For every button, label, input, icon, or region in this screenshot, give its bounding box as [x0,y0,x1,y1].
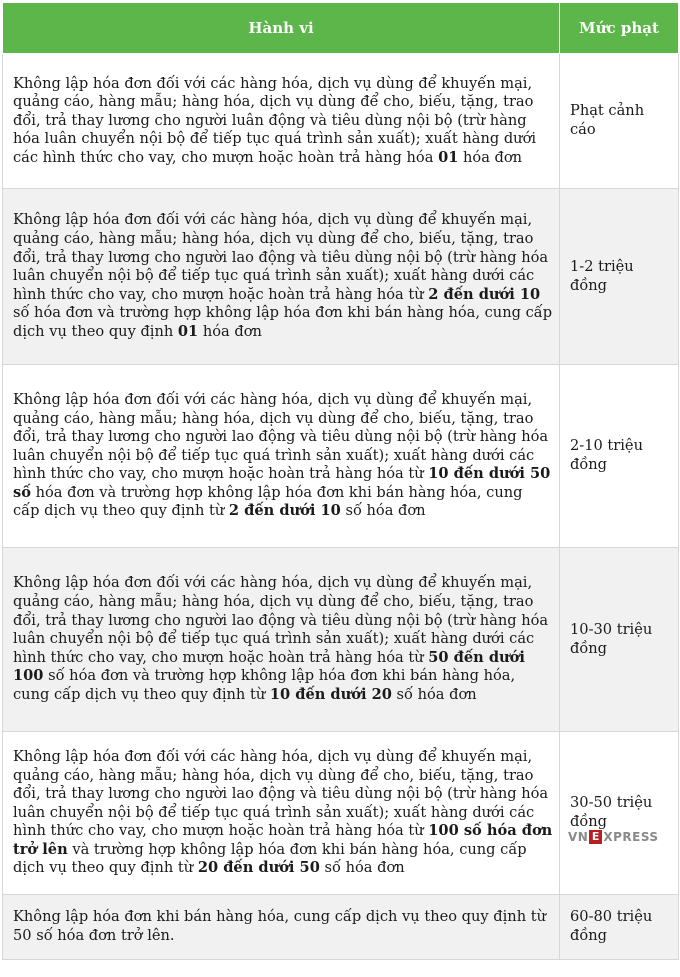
penalty-cell [560,732,679,895]
table-row [3,54,679,189]
header-behavior: Hành vi [3,3,560,54]
table-row [3,732,679,895]
penalty-table [2,2,679,960]
behavior-cell: Không lập hóa đơn đối với các hàng hóa, dịch vụ dùng để khuyến mại, quảng cáo, hàng mẫu; hàng hóa, dịch vụ dùng để cho, biếu, tặng, trao đổi, trả thay lương cho người lao động và tiêu dùng nội bộ (trừ hàng hóa luân chuyển nội bộ để tiếp tục quá trình sản xuất); xuất hàng dưới các hình thức cho vay, cho mượn hoặc hoàn trả hàng hóa từ 100 số hóa đơn trở lên và trường hợp không lập hóa đơn khi bán hàng hóa, cung cấp dịch vụ theo quy định từ 20 đến dưới 50 số hóa đơn [3,732,560,895]
penalty-cell: 2-10 triệu đồng [560,365,679,548]
penalty-cell: 1-2 triệu đồng [560,189,679,365]
table-row [3,895,679,960]
behavior-cell: Không lập hóa đơn đối với các hàng hóa, dịch vụ dùng để khuyến mại, quảng cáo, hàng mẫu; hàng hóa, dịch vụ dùng để cho, biếu, tặng, trao đổi, trả thay lương cho người lao động và tiêu dùng nội bộ (trừ hàng hóa luân chuyển nội bộ để tiếp tục quá trình sản xuất); xuất hàng dưới các hình thức cho vay, cho mượn hoặc hoàn trả hàng hóa từ 2 đến dưới 10 số hóa đơn và trường hợp không lập hóa đơn khi bán hàng hóa, cung cấp dịch vụ theo quy định 01 hóa đơn [3,189,560,365]
penalty-cell: Phạt cảnh cáo [560,54,679,189]
header-penalty: Mức phạt [560,3,679,54]
table-row [3,189,679,365]
behavior-cell: Không lập hóa đơn đối với các hàng hóa, dịch vụ dùng để khuyến mại, quảng cáo, hàng mẫu; hàng hóa, dịch vụ dùng để cho, biếu, tặng, trao đổi, trả thay lương cho người luân động và tiêu dùng nội bộ (trừ hàng hóa luân chuyển nội bộ để tiếp tục quá trình sản xuất); xuất hàng dưới các hình thức cho vay, cho mượn hoặc hoàn trả hàng hóa 01 hóa đơn [3,54,560,189]
table-row [3,548,679,732]
table-row [3,365,679,548]
penalty-cell: 10-30 triệu đồng [560,548,679,732]
penalty-cell: 60-80 triệu đồng [560,895,679,960]
table-header-row [3,3,679,54]
vnexpress-logo [568,828,659,847]
logo-text-left: VN [568,830,589,844]
logo-e-box: E [589,830,602,844]
penalty-text: 30-50 triệu đồng [570,794,653,830]
behavior-cell: Không lập hóa đơn khi bán hàng hóa, cung cấp dịch vụ theo quy định từ 50 số hóa đơn trở lên. [3,895,560,960]
behavior-cell: Không lập hóa đơn đối với các hàng hóa, dịch vụ dùng để khuyến mại, quảng cáo, hàng mẫu; hàng hóa, dịch vụ dùng để cho, biếu, tặng, trao đổi, trả thay lương cho người lao động và tiêu dùng nội bộ (trừ hàng hóa luân chuyển nội bộ để tiếp tục quá trình sản xuất); xuất hàng dưới các hình thức cho vay, cho mượn hoặc hoàn trả hàng hóa từ 50 đến dưới 100 số hóa đơn và trường hợp không lập hóa đơn khi bán hàng hóa, cung cấp dịch vụ theo quy định từ 10 đến dưới 20 số hóa đơn [3,548,560,732]
logo-text-right: XPRESS [603,830,659,844]
behavior-cell: Không lập hóa đơn đối với các hàng hóa, dịch vụ dùng để khuyến mại, quảng cáo, hàng mẫu; hàng hóa, dịch vụ dùng để cho, biếu, tặng, trao đổi, trả thay lương cho người lao động và tiêu dùng nội bộ (trừ hàng hóa luân chuyển nội bộ để tiếp tục quá trình sản xuất); xuất hàng dưới các hình thức cho vay, cho mượn hoặc hoàn trả hàng hóa từ 10 đến dưới 50 số hóa đơn và trường hợp không lập hóa đơn khi bán hàng hóa, cung cấp dịch vụ theo quy định từ 2 đến dưới 10 số hóa đơn [3,365,560,548]
